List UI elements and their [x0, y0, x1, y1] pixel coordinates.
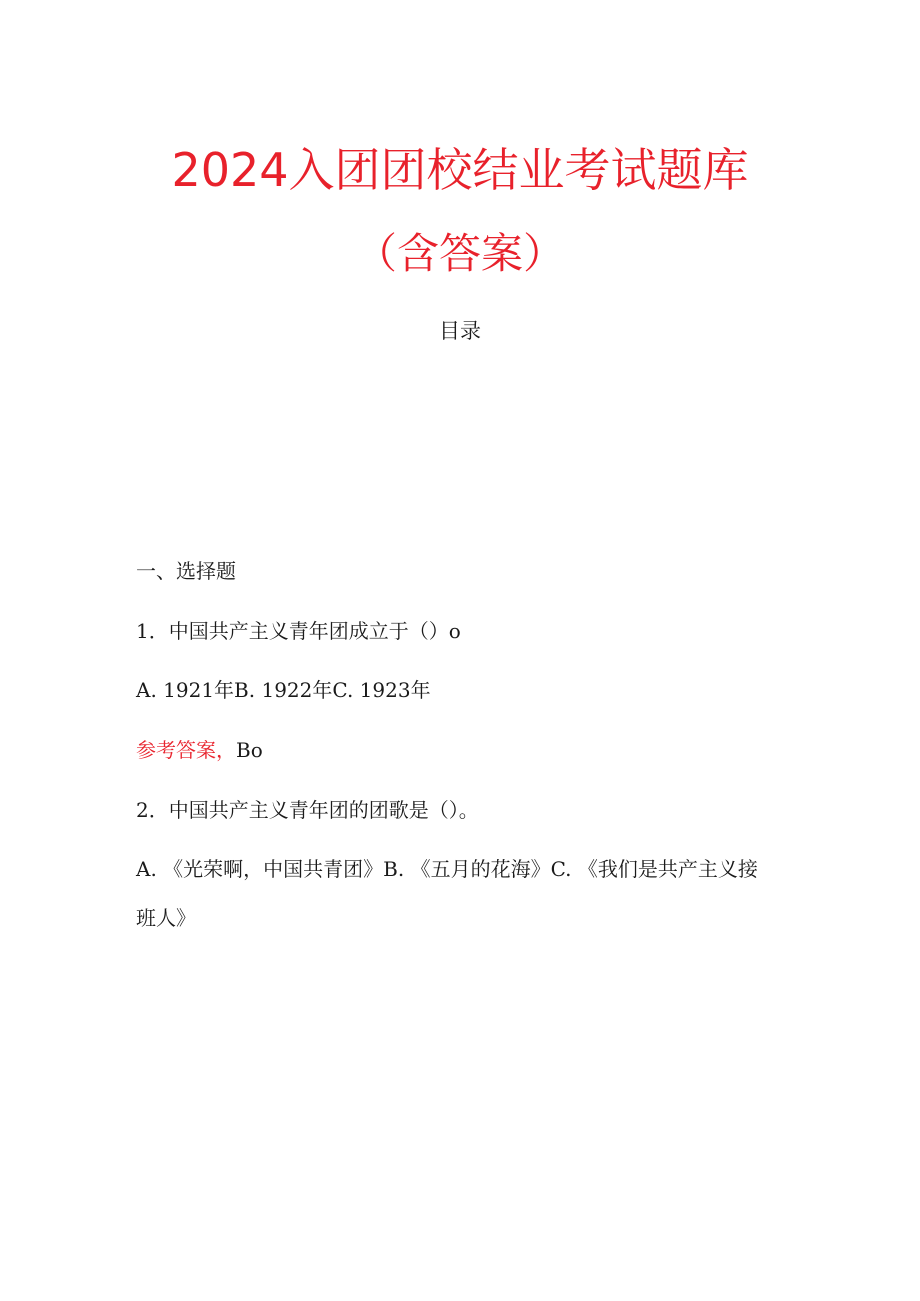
document-subtitle: （含答案） [354, 229, 565, 278]
section-heading: 一、选择题 [136, 559, 236, 583]
question-2-options-line1: A. 《光荣啊，中国共青团》B. 《五月的花海》C. 《我们是共产主义接 [136, 857, 758, 881]
toc-label: 目录 [439, 319, 481, 343]
question-1-stem: 1．中国共产主义青年团成立于（）o [136, 619, 461, 643]
question-2-stem: 2．中国共产主义青年团的团歌是（）。 [136, 798, 479, 822]
answer-label: 参考答案， [136, 738, 236, 762]
question-1-answer [136, 735, 796, 765]
question-2-options-line2: 班人》 [136, 906, 196, 930]
question-1-options: A. 1921年B. 1922年C. 1923年 [136, 678, 431, 702]
answer-value: Bo [236, 738, 263, 762]
document-title: 2024入团团校结业考试题库 [171, 143, 749, 197]
